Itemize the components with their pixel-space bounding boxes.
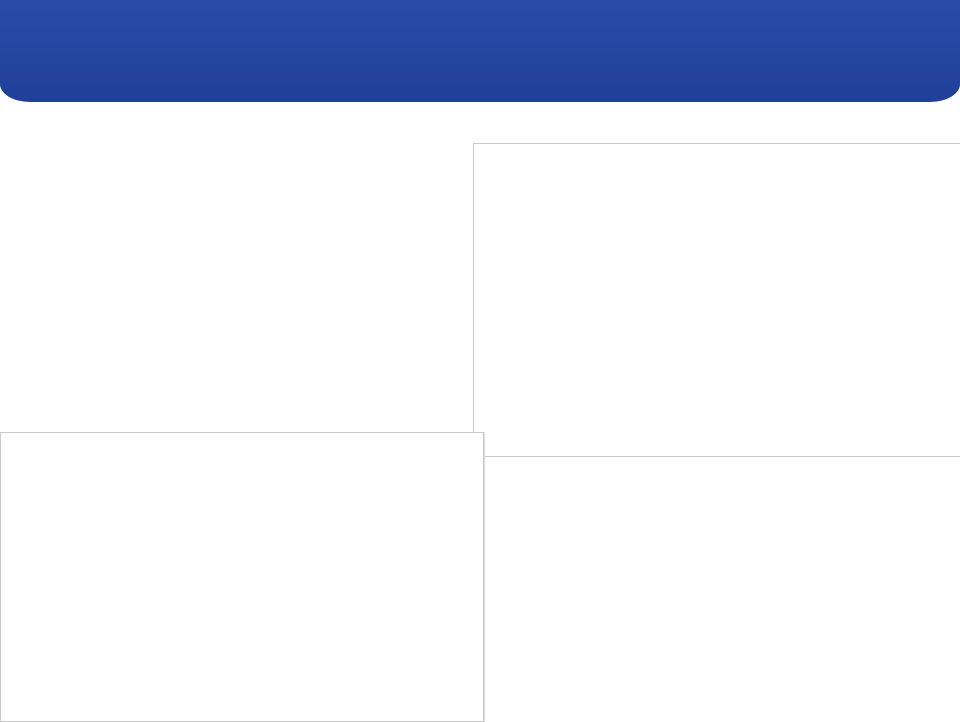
national-summary — [28, 172, 478, 178]
balaton-summary — [482, 478, 960, 486]
balaton-pie-chart — [0, 432, 484, 722]
balaton-pie-svg — [1, 433, 483, 721]
national-pie-chart — [473, 143, 960, 457]
national-pie-svg — [474, 144, 960, 456]
header-bar — [0, 0, 960, 102]
